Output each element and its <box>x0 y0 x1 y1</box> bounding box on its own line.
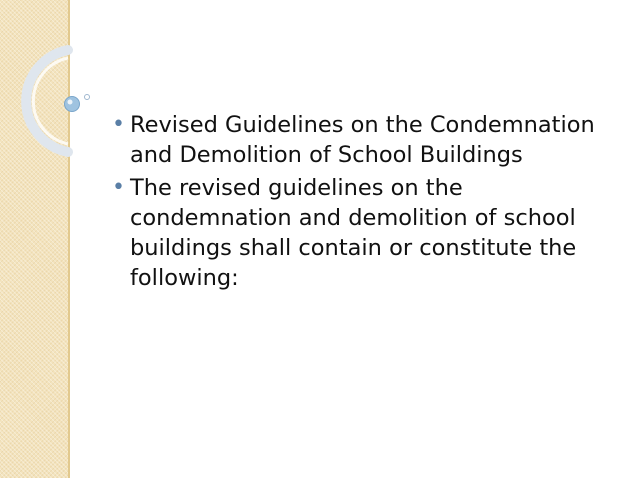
decorative-small-circle-icon <box>85 95 90 100</box>
bullet-item-revised-guidelines <box>112 110 622 170</box>
bullet-text: Revised Guidelines on the Condemnation and Demolition of School Buildings <box>130 112 595 168</box>
bullet-text: The revised guidelines on the condemnation and demolition of school buildings shall contain or constitute the following: <box>130 175 577 291</box>
decorative-arc-graphic <box>0 40 110 190</box>
bullet-dot-icon: • <box>112 175 125 200</box>
decorative-orb-shine <box>68 100 73 105</box>
bullet-dot-icon: • <box>112 112 125 137</box>
bullet-list <box>112 110 622 296</box>
bullet-item-guidelines-contents <box>112 173 622 293</box>
decorative-orb-icon <box>65 97 80 112</box>
